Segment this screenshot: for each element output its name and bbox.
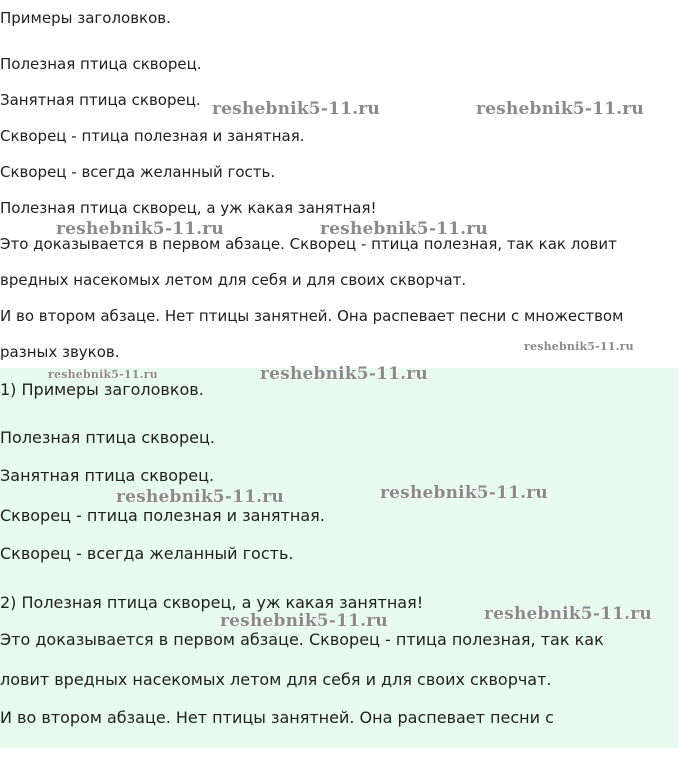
green-line-2: Полезная птица скворец. bbox=[0, 428, 215, 447]
green-line-3: Занятная птица скворец. bbox=[0, 466, 215, 485]
green-line-7: Это доказывается в первом абзаце. Скворец - птица полезная, так как bbox=[0, 630, 604, 649]
top-line-4: Скворец - птица полезная и занятная. bbox=[0, 127, 305, 145]
watermark: reshebnik5-11.ru bbox=[484, 604, 652, 624]
green-line-8: ловит вредных насекомых летом для себя и для своих скворчат. bbox=[0, 670, 552, 689]
top-line-5: Скворец - всегда желанный гость. bbox=[0, 163, 276, 181]
top-line-6: Полезная птица скворец, а уж какая занятная! bbox=[0, 199, 377, 217]
watermark: reshebnik5-11.ru bbox=[524, 340, 634, 353]
watermark: reshebnik5-11.ru bbox=[476, 99, 644, 119]
watermark: reshebnik5-11.ru bbox=[260, 364, 428, 384]
green-line-1: 1) Примеры заголовков. bbox=[0, 380, 204, 399]
green-line-9: И во втором абзаце. Нет птицы занятней. Она распевает песни с bbox=[0, 708, 554, 727]
watermark: reshebnik5-11.ru bbox=[320, 219, 488, 239]
watermark: reshebnik5-11.ru bbox=[380, 483, 548, 503]
watermark: reshebnik5-11.ru bbox=[220, 611, 388, 631]
top-line-7: Это доказывается в первом абзаце. Скворец - птица полезная, так как ловит bbox=[0, 235, 617, 253]
top-line-9: И во втором абзаце. Нет птицы занятней. Она распевает песни с множеством bbox=[0, 307, 624, 325]
top-line-2: Полезная птица скворец. bbox=[0, 55, 202, 73]
top-line-1: Примеры заголовков. bbox=[0, 9, 171, 27]
watermark: reshebnik5-11.ru bbox=[116, 487, 284, 507]
green-line-4: Скворец - птица полезная и занятная. bbox=[0, 506, 325, 525]
top-line-10: разных звуков. bbox=[0, 343, 120, 361]
green-line-5: Скворец - всегда желанный гость. bbox=[0, 544, 294, 563]
green-line-6: 2) Полезная птица скворец, а уж какая занятная! bbox=[0, 593, 424, 612]
watermark: reshebnik5-11.ru bbox=[48, 368, 158, 381]
top-line-3: Занятная птица скворец. bbox=[0, 91, 201, 109]
watermark: reshebnik5-11.ru bbox=[56, 219, 224, 239]
watermark: reshebnik5-11.ru bbox=[212, 99, 380, 119]
top-line-8: вредных насекомых летом для себя и для своих скворчат. bbox=[0, 271, 467, 289]
